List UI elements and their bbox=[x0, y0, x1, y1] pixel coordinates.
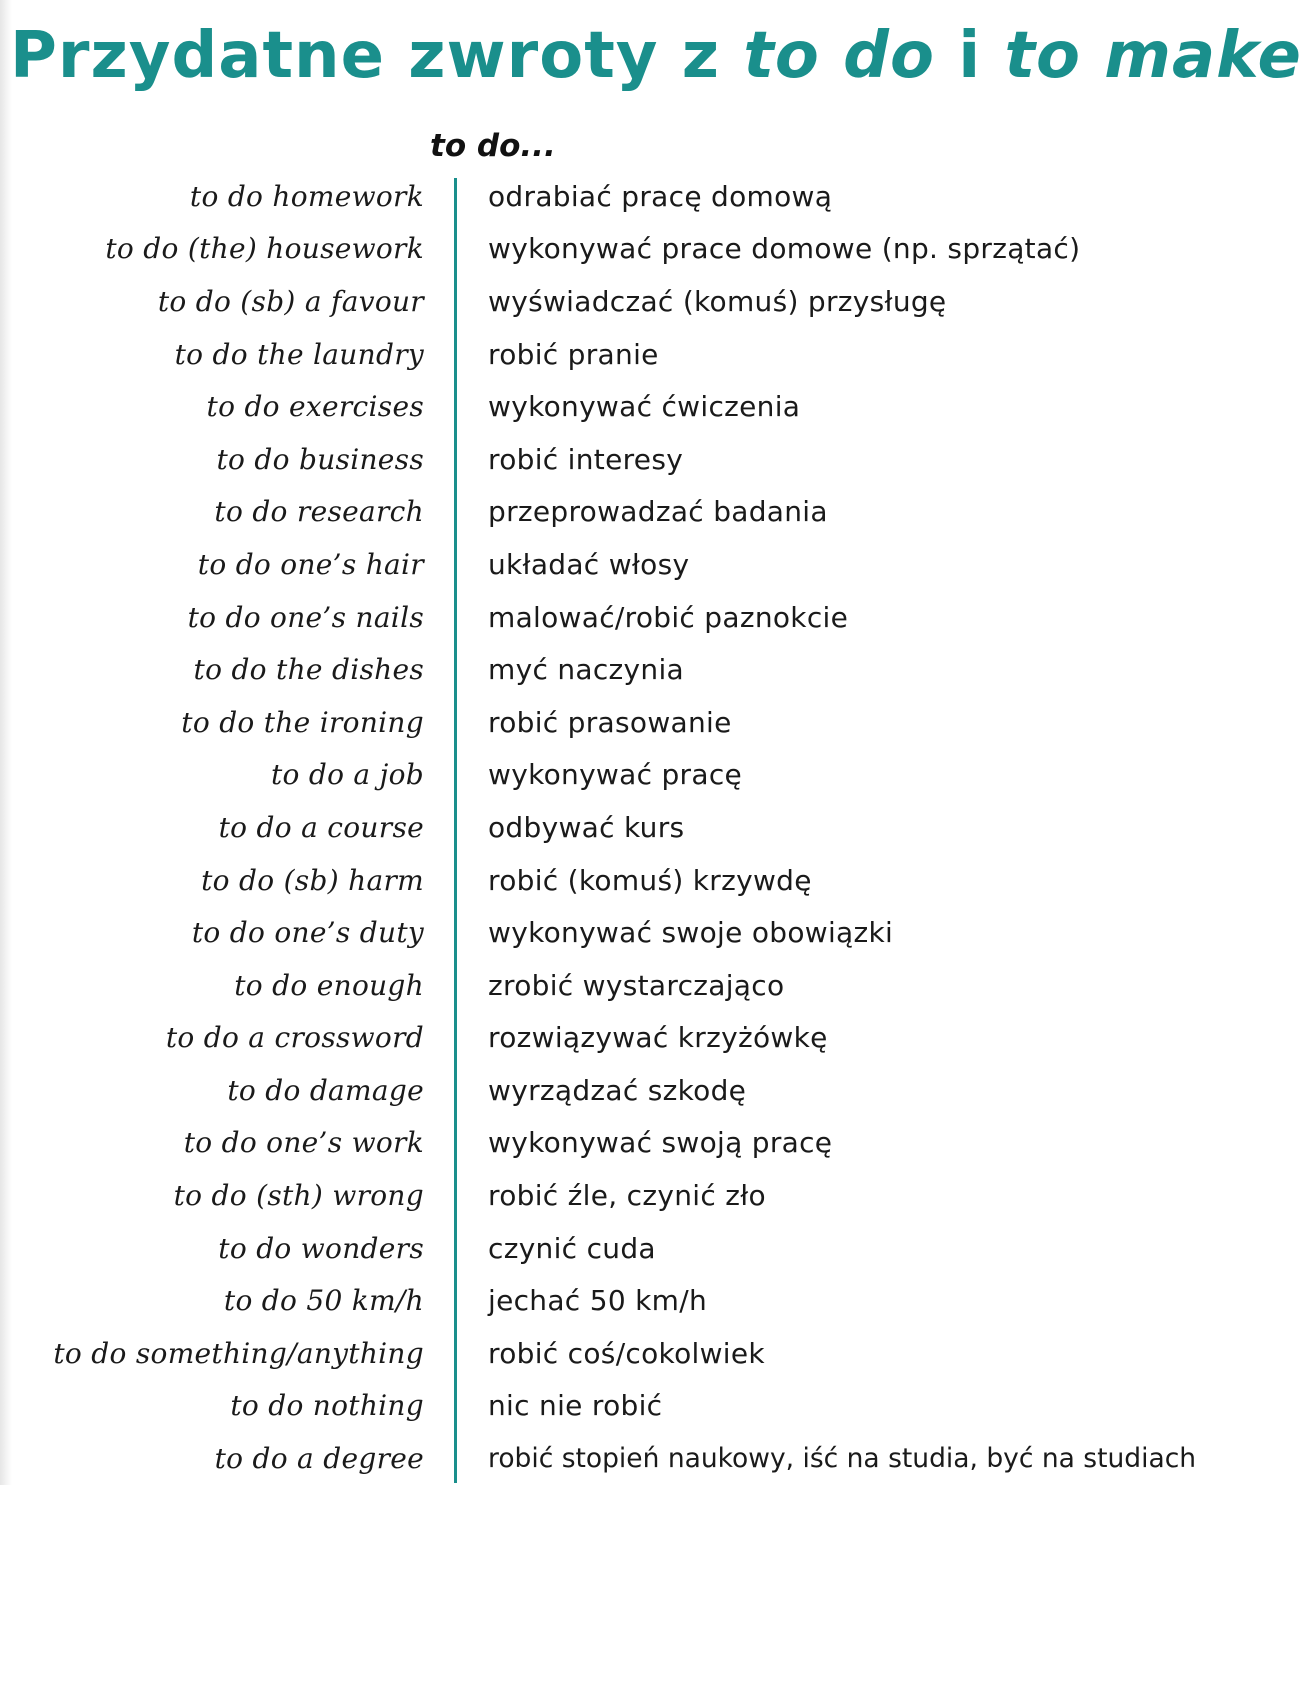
page-title bbox=[10, 18, 1302, 95]
english-phrase: to do exercises bbox=[206, 390, 424, 424]
english-phrase: to do homework bbox=[189, 179, 424, 213]
english-phrase: to do a job bbox=[270, 758, 424, 792]
polish-translation: wykonywać prace domowe (np. sprzątać) bbox=[488, 232, 1081, 266]
phrase-row bbox=[0, 170, 1200, 223]
polish-translation: wykonywać ćwiczenia bbox=[488, 390, 801, 424]
english-phrase: to do 50 km/h bbox=[223, 1284, 424, 1318]
phrase-row bbox=[0, 433, 1200, 486]
phrase-row bbox=[0, 801, 1200, 854]
phrase-row bbox=[0, 749, 1200, 802]
phrase-row bbox=[0, 696, 1200, 749]
title-middle: i bbox=[934, 19, 1005, 93]
phrase-row bbox=[0, 1222, 1200, 1275]
polish-translation: wykonywać swoje obowiązki bbox=[488, 916, 894, 950]
english-phrase: to do (the) housework bbox=[105, 232, 424, 266]
polish-translation: zrobić wystarczająco bbox=[488, 968, 785, 1002]
phrase-row bbox=[0, 486, 1200, 539]
english-phrase: to do damage bbox=[227, 1073, 424, 1107]
section-heading: to do... bbox=[430, 128, 556, 164]
english-phrase: to do nothing bbox=[230, 1389, 424, 1423]
phrase-row bbox=[0, 1380, 1200, 1433]
polish-translation: wyświadczać (komuś) przysługę bbox=[488, 284, 947, 318]
polish-translation: odrabiać pracę domową bbox=[488, 179, 833, 213]
english-phrase: to do one’s hair bbox=[197, 547, 424, 581]
polish-translation: robić (komuś) krzywdę bbox=[488, 863, 812, 897]
phrase-row bbox=[0, 223, 1200, 276]
polish-translation: odbywać kurs bbox=[488, 810, 685, 844]
polish-translation: czynić cuda bbox=[488, 1231, 656, 1265]
polish-translation: robić prasowanie bbox=[488, 705, 732, 739]
phrase-row bbox=[0, 380, 1200, 433]
phrase-row bbox=[0, 1432, 1200, 1485]
phrase-row bbox=[0, 1064, 1200, 1117]
phrase-row bbox=[0, 328, 1200, 381]
polish-translation: robić interesy bbox=[488, 442, 684, 476]
phrase-row bbox=[0, 906, 1200, 959]
polish-translation: robić pranie bbox=[488, 337, 659, 371]
phrase-row bbox=[0, 959, 1200, 1012]
phrase-row bbox=[0, 854, 1200, 907]
phrase-row bbox=[0, 1274, 1200, 1327]
polish-translation: wykonywać pracę bbox=[488, 758, 743, 792]
english-phrase: to do wonders bbox=[218, 1231, 424, 1265]
english-phrase: to do (sb) a favour bbox=[157, 284, 424, 318]
polish-translation: wykonywać swoją pracę bbox=[488, 1126, 833, 1160]
polish-translation: przeprowadzać badania bbox=[488, 495, 828, 529]
polish-translation: robić źle, czynić zło bbox=[488, 1179, 766, 1213]
phrase-row bbox=[0, 1327, 1200, 1380]
english-phrase: to do the dishes bbox=[193, 653, 424, 687]
english-phrase: to do a course bbox=[218, 810, 424, 844]
english-phrase: to do a crossword bbox=[165, 1021, 424, 1055]
english-phrase: to do one’s work bbox=[183, 1126, 424, 1160]
polish-translation: nic nie robić bbox=[488, 1389, 663, 1423]
phrase-row bbox=[0, 275, 1200, 328]
phrase-row bbox=[0, 1012, 1200, 1065]
english-phrase: to do one’s nails bbox=[187, 600, 424, 634]
polish-translation: jechać 50 km/h bbox=[488, 1284, 707, 1318]
polish-translation: robić coś/cokolwiek bbox=[488, 1336, 765, 1370]
title-emphasis-to-make: to make bbox=[1004, 19, 1302, 93]
phrase-table bbox=[0, 170, 1200, 1485]
phrase-row bbox=[0, 1169, 1200, 1222]
english-phrase: to do the ironing bbox=[181, 705, 424, 739]
english-phrase: to do (sth) wrong bbox=[173, 1179, 424, 1213]
english-phrase: to do the laundry bbox=[174, 337, 424, 371]
title-emphasis-to-do: to do bbox=[743, 19, 935, 93]
polish-translation: wyrządzać szkodę bbox=[488, 1073, 747, 1107]
english-phrase: to do one’s duty bbox=[191, 916, 424, 950]
english-phrase: to do a degree bbox=[214, 1442, 424, 1476]
english-phrase: to do business bbox=[216, 442, 424, 476]
english-phrase: to do (sb) harm bbox=[201, 863, 424, 897]
phrase-row bbox=[0, 591, 1200, 644]
polish-translation: robić stopień naukowy, iść na studia, być na studiach bbox=[488, 1443, 1197, 1475]
phrase-row bbox=[0, 538, 1200, 591]
english-phrase: to do something/anything bbox=[53, 1336, 424, 1370]
polish-translation: rozwiązywać krzyżówkę bbox=[488, 1021, 828, 1055]
polish-translation: myć naczynia bbox=[488, 653, 684, 687]
polish-translation: układać włosy bbox=[488, 547, 690, 581]
english-phrase: to do research bbox=[214, 495, 424, 529]
phrase-row bbox=[0, 643, 1200, 696]
english-phrase: to do enough bbox=[234, 968, 424, 1002]
polish-translation: malować/robić paznokcie bbox=[488, 600, 849, 634]
phrase-row bbox=[0, 1117, 1200, 1170]
title-prefix: Przydatne zwroty z bbox=[10, 19, 744, 93]
